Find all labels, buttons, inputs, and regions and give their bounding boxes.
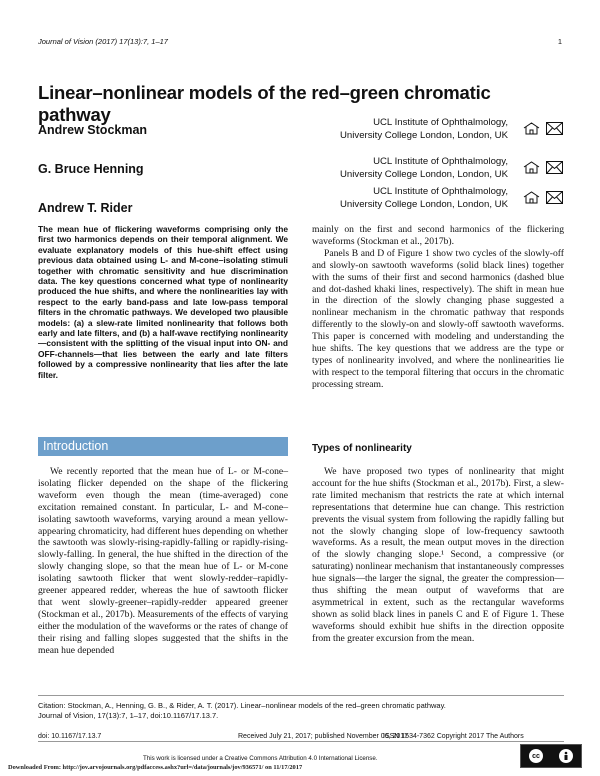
- author-name: G. Bruce Henning: [38, 162, 144, 176]
- divider: [38, 741, 564, 742]
- person-icon: [561, 751, 571, 761]
- paragraph: mainly on the first and second harmonics of the flickering waveforms (Stockman et al., 2017b).: [312, 224, 564, 247]
- paragraph: Panels B and D of Figure 1 show two cycles of the slowly-off and slowly-on sawtooth waveforms (solid black lines) together with the sums of their first and second harmonics (dashed blue and dot-dashed khaki lines, respectively). The shift in mean hue in the direction of the slowly changing phase suggested a nonlinear mechanism in the chromatic pathway that responds differently to the slowly-on and slowly-off sawtooth waveforms. This paper is concerned with modeling and understanding the hue shifts. The key questions that we address are the type or types of nonlinearity involved, and where the nonlinearities lie with respect to the temporal filtering that occurs in the chromatic processing stream.: [312, 247, 564, 390]
- citation-line: Journal of Vision, 17(13):7, 1–17, doi:10.1167/17.13.7.: [38, 711, 219, 720]
- abstract: The mean hue of flickering waveforms comprising only the first two harmonics depends on their temporal alignment. We evaluate explanatory models of this hue-shift effect using previous data obtained using L- and M-cone–isolating stimuli together with chromatic sensitivity and hue discrimination data. The key questions concerned what type of nonlinearity produced the hue shifts, and where the nonlinearities lay with respect to the early band-pass and late low-pass temporal filters in the chromatic pathways. We developed two plausible models: (a) a slew-rate limited nonlinearity that follows both early and late filters, and (b) a half-wave rectifying nonlinearity—consistent with the splitting of the visual input into ON- and OFF-channels—that lies between the early and late filters followed by a compressive nonlinearity that lies after the late filter.: [38, 224, 288, 380]
- footer-dates: Received July 21, 2017; published November 06, 2017: [238, 733, 409, 740]
- mail-icon[interactable]: [546, 122, 563, 135]
- citation-line: Citation: Stockman, A., Henning, G. B., & Rider, A. T. (2017). Linear–nonlinear models of the red–green chromatic pathway.: [38, 701, 446, 710]
- affiliation-line: University College London, London, UK: [340, 199, 508, 210]
- footer-doi[interactable]: doi: 10.1167/17.13.7: [38, 733, 102, 740]
- license-text[interactable]: This work is licensed under a Creative Commons Attribution 4.0 International License.: [143, 755, 378, 762]
- right-column-top: [312, 224, 564, 391]
- author-links: [523, 161, 563, 174]
- home-icon[interactable]: [523, 191, 540, 204]
- mail-icon[interactable]: [546, 191, 563, 204]
- paper-title: Linear–nonlinear models of the red–green chromatic pathway: [38, 82, 491, 125]
- section-heading-introduction: Introduction: [43, 439, 109, 453]
- author-name: Andrew T. Rider: [38, 201, 133, 215]
- cc-license-badge[interactable]: [520, 744, 582, 768]
- affiliation-line: UCL Institute of Ophthalmology,: [373, 117, 508, 128]
- home-icon[interactable]: [523, 122, 540, 135]
- download-notice: Downloaded From: http://jov.arvojournals.org/pdfaccess.ashx?url=/data/journals/jov/936571/ on 11/17/2017: [8, 764, 303, 771]
- cc-icon: cc: [529, 749, 543, 763]
- affiliation-line: University College London, London, UK: [340, 169, 508, 180]
- home-icon[interactable]: [523, 161, 540, 174]
- running-head: [38, 37, 168, 46]
- affiliation-line: UCL Institute of Ophthalmology,: [373, 156, 508, 167]
- footer-issn: ISSN 1534-7362 Copyright 2017 The Authors: [383, 733, 524, 740]
- attribution-icon: [559, 749, 573, 763]
- citation: [38, 701, 564, 721]
- page-number: 1: [557, 37, 562, 46]
- author-links: [523, 122, 563, 135]
- mail-icon[interactable]: [546, 161, 563, 174]
- journal-name: Journal of Vision: [38, 37, 94, 46]
- author-links: [523, 191, 563, 204]
- affiliation-line: UCL Institute of Ophthalmology,: [373, 186, 508, 197]
- author-affiliation: [278, 185, 508, 211]
- author-affiliation: [278, 116, 508, 142]
- affiliation-line: University College London, London, UK: [340, 130, 508, 141]
- author-name: Andrew Stockman: [38, 123, 148, 137]
- journal-issue: (2017) 17(13):7, 1–17: [95, 37, 168, 46]
- author-affiliation: [278, 155, 508, 181]
- divider: [38, 695, 564, 696]
- types-body: We have proposed two types of nonlinearity that might account for the hue shifts (Stockman et al., 2017b). First, a slew-rate limited mechanism that restricts the rate at which internal representations that determine hue can change. This restriction prevents the visual system from following the rapidly falling but not the slowly changing slope of low-frequency sawtooth waveforms. As a result, the mean output moves in the direction of the slowly changing slope.¹ Second, a compressive (or saturating) nonlinear mechanism that instantaneously compresses hue signals—the larger the signal, the greater the compression—thus shifting the mean output of waveforms that are asymmetrical in extent, such as the rectangular waveforms shown as solid black lines in panels C and E of Figure 1. These waveforms should exhibit hue shifts in the direction opposite from the greater excursion from the mean.: [312, 466, 564, 644]
- section-heading-types: Types of nonlinearity: [312, 443, 412, 454]
- introduction-body: We recently reported that the mean hue of L- or M-cone–isolating flicker depended on the shape of the flickering waveform even though the mean (time-averaged) cone excitation remained constant. In particular, L- and M-cone–isolating sawtooth waveforms, varying around a mean yellow-appearing chromaticity, had different hues depending on whether the sawtooth was slowly-rising-rapidly-falling or rapidly-rising-slowly-falling. In general, the hue shifted in the direction of the slowly changing slope, so that the mean hue of L- or M-cone isolating sawtooth flicker that went slowly-redder–rapidly-greener appeared redder, whereas the hue of sawtooth flicker that went slowly-greener–rapidly-redder appeared greener (Stockman et al., 2017b). Measurements of the effects of varying either the modulation of the waveforms or the rates of change of their rising and falling slopes suggested that the shifts in the mean hue depended: [38, 466, 288, 656]
